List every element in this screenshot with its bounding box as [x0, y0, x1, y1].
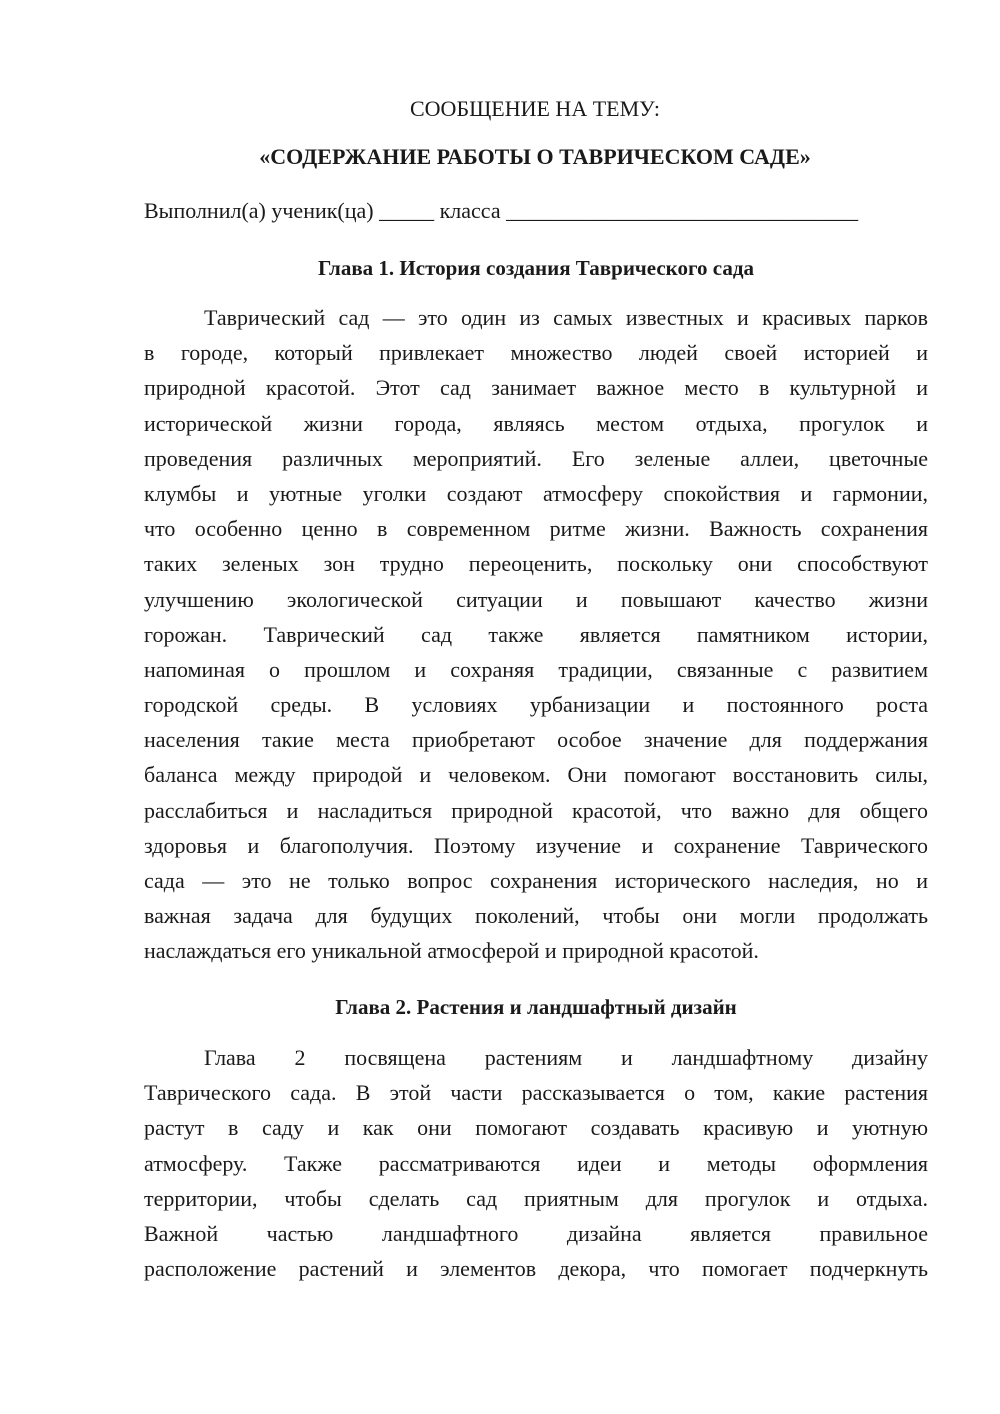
paragraph-line: Таврического сада. В этой части рассказывается о том, какие растения: [144, 1080, 928, 1106]
paragraph-line: расслабиться и насладиться природной красотой, что важно для общего: [144, 797, 928, 823]
paragraph-line: территории, чтобы сделать сад приятным для прогулок и отдыха.: [144, 1185, 928, 1211]
paragraph-line: растут в саду и как они помогают создавать красивую и уютную: [144, 1115, 928, 1141]
paragraph-line: что особенно ценно в современном ритме жизни. Важность сохранения: [144, 516, 928, 542]
paragraph-line: клумбы и уютные уголки создают атмосферу спокойствия и гармонии,: [144, 480, 928, 506]
paragraph-line: городской среды. В условиях урбанизации и постоянного роста: [144, 692, 928, 718]
paragraph-line: Глава 2 посвящена растениям и ландшафтному дизайну: [204, 1045, 928, 1070]
document-title-line-2: «СОДЕРЖАНИЕ РАБОТЫ О ТАВРИЧЕСКОМ САДЕ»: [259, 144, 811, 169]
paragraph-line: атмосферу. Также рассматриваются идеи и методы оформления: [144, 1150, 928, 1176]
chapter-1-paragraph: [144, 300, 928, 969]
paragraph-line: расположение растений и элементов декора, что помогает подчеркнуть: [144, 1256, 928, 1282]
paragraph-line: здоровья и благополучия. Поэтому изучение и сохранение Таврического: [144, 832, 928, 858]
paragraph-line: напоминая о прошлом и сохраняя традиции, связанные с развитием: [144, 656, 928, 682]
paragraph-line: улучшению экологической ситуации и повышают качество жизни: [144, 586, 928, 612]
paragraph-line: в городе, который привлекает множество людей своей историей и: [144, 340, 928, 366]
paragraph-line: наслаждаться его уникальной атмосферой и природной красотой.: [144, 938, 759, 964]
chapter-2-heading: Глава 2. Растения и ландшафтный дизайн: [335, 995, 737, 1019]
paragraph-line: горожан. Таврический сад также является памятником истории,: [144, 621, 928, 647]
paragraph-line: населения такие места приобретают особое значение для поддержания: [144, 727, 928, 753]
paragraph-line: баланса между природой и человеком. Они помогают восстановить силы,: [144, 762, 928, 788]
signature-line: Выполнил(а) ученик(ца) _____ класса ________________________________: [144, 198, 859, 223]
document-title-line-1: СООБЩЕНИЕ НА ТЕМУ:: [410, 96, 660, 121]
chapter-2-paragraph: [144, 1040, 928, 1286]
paragraph-line: таких зеленых зон трудно переоценить, поскольку они способствуют: [144, 551, 928, 577]
paragraph-line: Таврический сад — это один из самых известных и красивых парков: [204, 305, 928, 330]
paragraph-line: исторической жизни города, являясь местом отдыха, прогулок и: [144, 410, 928, 436]
chapter-1-heading: Глава 1. История создания Таврического сада: [318, 256, 754, 280]
paragraph-line: Важной частью ландшафтного дизайна является правильное: [144, 1220, 928, 1246]
paragraph-line: природной красотой. Этот сад занимает важное место в культурной и: [144, 375, 928, 401]
paragraph-line: сада — это не только вопрос сохранения исторического наследия, но и: [144, 868, 928, 893]
paragraph-line: проведения различных мероприятий. Его зеленые аллеи, цветочные: [144, 445, 928, 471]
paragraph-line: важная задача для будущих поколений, чтобы они могли продолжать: [144, 903, 928, 929]
